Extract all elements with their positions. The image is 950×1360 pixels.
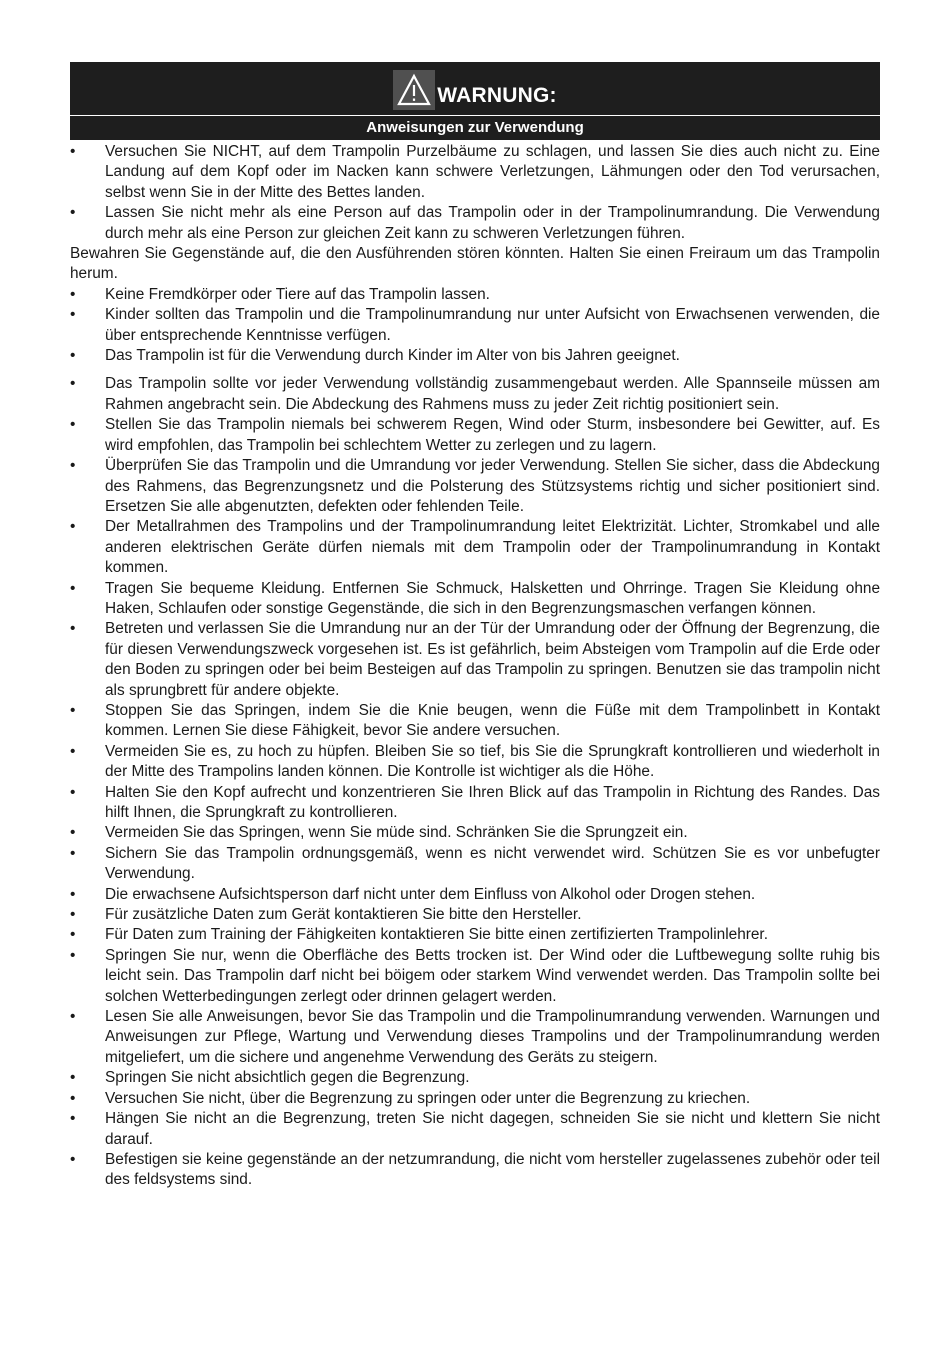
list-item-text: Vermeiden Sie das Springen, wenn Sie müde sind. Schränken Sie die Sprungzeit ein. bbox=[105, 824, 688, 842]
list-item-text: Stoppen Sie das Springen, indem Sie die Knie beugen, wenn die Füße mit dem Trampolinbett in Kontakt kommen. Lernen Sie diese Fähigkeit, bevor Sie andere versuchen. bbox=[105, 701, 880, 740]
section-subtitle: Anweisungen zur Verwendung bbox=[70, 116, 880, 140]
list-item-text: Halten Sie den Kopf aufrecht und konzentrieren Sie Ihren Blick auf das Trampolin in Richtung des Randes. Das hilft Ihnen, die Sprungkraft zu kontrollieren. bbox=[105, 783, 880, 821]
list-item bbox=[70, 203, 880, 244]
list-item-text: Hängen Sie nicht an die Begrenzung, treten Sie nicht dagegen, schneiden Sie sie nicht und klettern Sie nicht darauf. bbox=[105, 1110, 880, 1148]
warning-header bbox=[70, 62, 880, 140]
list-item-text: Das Trampolin ist für die Verwendung durch Kinder im Alter von bis Jahren geeignet. bbox=[105, 347, 680, 365]
bullet-icon: • bbox=[70, 1008, 76, 1026]
list-item bbox=[70, 925, 880, 945]
bullet-icon: • bbox=[70, 143, 76, 160]
list-item-text: Springen Sie nur, wenn die Oberfläche des Betts trocken ist. Der Wind oder die Luftbewegung sollte ruhig bis leicht sein. Das Trampolin darf nicht bei böigem oder starkem Wind verwendet werden. Das Trampolin sollte bei solchen Wetterbedingungen zerlegt oder drinnen gelagert werden. bbox=[105, 946, 880, 1005]
list-item-text: Überprüfen Sie das Trampolin und die Umrandung vor jeder Verwendung. Stellen Sie sicher, dass die Abdeckung des Rahmens, das Begrenzungsnetz und die Polsterung des Stützsystems richtig und sicher positioniert sind. Ersetzen Sie alle abgenutzten, defekten oder fehlenden Teile. bbox=[105, 457, 880, 515]
list-item bbox=[70, 823, 880, 843]
list-item bbox=[70, 1007, 880, 1068]
page-title: WARNUNG: bbox=[437, 83, 557, 107]
bullet-icon: • bbox=[70, 926, 76, 944]
bullet-icon: • bbox=[70, 844, 76, 862]
list-item-text: Keine Fremdkörper oder Tiere auf das Trampolin lassen. bbox=[105, 285, 490, 303]
list-item bbox=[70, 579, 880, 620]
list-item-text: Betreten und verlassen Sie die Umrandung nur an der Tür der Umrandung oder der Öffnung der Begrenzung, die für diesen Verwendungszweck vorgesehen ist. Es ist gefährlich, beim Absteigen vom Trampolin auf die Erde oder den Boden zu springen oder bei beim Besteigen auf das Trampolin zu springen. Benutzen sie das trampolin nicht als sprungbrett für andere objekte. bbox=[105, 620, 880, 699]
bullet-icon: • bbox=[70, 1110, 76, 1128]
list-item bbox=[70, 1089, 880, 1109]
instructions-content bbox=[70, 142, 880, 1191]
list-item bbox=[70, 742, 880, 783]
instruction-paragraph: Bewahren Sie Gegenstände auf, die den Ausführenden stören könnten. Halten Sie einen Freiraum um das Trampolin herum. bbox=[70, 245, 880, 283]
instruction-list-3 bbox=[70, 374, 880, 1190]
bullet-icon: • bbox=[70, 946, 76, 964]
list-item-text: Befestigen sie keine gegenstände an der netzumrandung, die nicht vom hersteller zugelassenes zubehör oder teil des feldsystems sind. bbox=[105, 1150, 880, 1189]
bullet-icon: • bbox=[70, 1069, 76, 1087]
list-item-text: Für Daten zum Training der Fähigkeiten kontaktieren Sie bitte einen zertifizierten Trampolinlehrer. bbox=[105, 926, 768, 944]
bullet-icon: • bbox=[70, 375, 76, 393]
list-item-text: Die erwachsene Aufsichtsperson darf nicht unter dem Einfluss von Alkohol oder Drogen stehen. bbox=[105, 885, 756, 903]
list-item-text: Für zusätzliche Daten zum Gerät kontaktieren Sie bitte den Hersteller. bbox=[105, 906, 582, 924]
list-item-text: Versuchen Sie NICHT, auf dem Trampolin Purzelbäume zu schlagen, und lassen Sie dies auch nicht zu. Eine Landung auf dem Kopf oder im Nacken kann schwere Verletzungen, Lähmungen oder den Tod verursachen, selbst wenn Sie in der Mitte des Bettes landen. bbox=[105, 143, 880, 201]
list-item bbox=[70, 517, 880, 578]
instruction-list-1 bbox=[70, 142, 880, 244]
list-item bbox=[70, 783, 880, 824]
list-item bbox=[70, 374, 880, 415]
bullet-icon: • bbox=[70, 416, 76, 434]
list-item bbox=[70, 346, 880, 366]
list-item bbox=[70, 701, 880, 742]
list-item-text: Vermeiden Sie es, zu hoch zu hüpfen. Bleiben Sie so tief, bis Sie die Sprungkraft kontrollieren und wiederholt in der Mitte des Trampolins landen können. Die Kontrolle ist wichtiger als die Höhe. bbox=[105, 742, 880, 781]
list-item bbox=[70, 844, 880, 885]
list-item bbox=[70, 885, 880, 905]
bullet-icon: • bbox=[70, 1150, 76, 1168]
list-item-text: Das Trampolin sollte vor jeder Verwendung vollständig zusammengebaut werden. Alle Spannseile müssen am Rahmen angebracht sein. Die Abdeckung des Rahmens muss zu jeder Zeit richtig positioniert sein. bbox=[105, 375, 880, 413]
list-item bbox=[70, 946, 880, 1007]
bullet-icon: • bbox=[70, 742, 76, 760]
bullet-icon: • bbox=[70, 824, 76, 842]
list-item bbox=[70, 142, 880, 203]
list-item bbox=[70, 285, 880, 305]
list-item-text: Lassen Sie nicht mehr als eine Person auf das Trampolin oder in der Trampolinumrandung. Die Verwendung durch mehr als eine Person zur gleichen Zeit kann zu schweren Verletzungen führen. bbox=[105, 204, 880, 242]
bullet-icon: • bbox=[70, 306, 76, 324]
bullet-icon: • bbox=[70, 518, 76, 536]
spacer bbox=[70, 366, 880, 374]
list-item-text: Springen Sie nicht absichtlich gegen die Begrenzung. bbox=[105, 1069, 470, 1087]
list-item bbox=[70, 1150, 880, 1191]
list-item-text: Tragen Sie bequeme Kleidung. Entfernen Sie Schmuck, Halsketten und Ohrringe. Tragen Sie Kleidung ohne Haken, Schlaufen oder sonstige Gegenstände, die sich in den Begrenzungsmaschen verfangen können. bbox=[105, 579, 880, 617]
bullet-icon: • bbox=[70, 906, 76, 924]
bullet-icon: • bbox=[70, 620, 76, 638]
list-item bbox=[70, 619, 880, 701]
list-item-text: Lesen Sie alle Anweisungen, bevor Sie das Trampolin und die Trampolinumrandung verwenden. Warnungen und Anweisungen zur Pflege, Wartung und Verwendung dieses Trampolins und der Trampolinumrandung werden mitgeliefert, um die sichere und angenehme Verwendung des Geräts zu steigern. bbox=[105, 1008, 880, 1066]
list-item bbox=[70, 456, 880, 517]
list-item bbox=[70, 415, 880, 456]
bullet-icon: • bbox=[70, 285, 76, 303]
list-item-text: Der Metallrahmen des Trampolins und der Trampolinumrandung leitet Elektrizität. Lichter, Stromkabel und alle anderen elektrischen Geräte dürfen niemals mit dem Trampolin oder der Trampolinumrandung in Kontakt kommen. bbox=[105, 518, 880, 577]
bullet-icon: • bbox=[70, 347, 76, 365]
list-item bbox=[70, 305, 880, 346]
bullet-icon: • bbox=[70, 885, 76, 903]
title-bar bbox=[70, 62, 880, 116]
bullet-icon: • bbox=[70, 457, 76, 475]
bullet-icon: • bbox=[70, 579, 76, 597]
list-item bbox=[70, 905, 880, 925]
bullet-icon: • bbox=[70, 204, 76, 222]
list-item bbox=[70, 1109, 880, 1150]
list-item bbox=[70, 1068, 880, 1088]
list-item-text: Stellen Sie das Trampolin niemals bei schwerem Regen, Wind oder Sturm, insbesondere bei Gewitter, auf. Es wird empfohlen, das Trampolin bei schlechtem Wetter zu zerlegen und zu lagern. bbox=[105, 416, 880, 454]
list-item-text: Sichern Sie das Trampolin ordnungsgemäß, wenn es nicht verwendet wird. Schützen Sie es vor unbefugter Verwendung. bbox=[105, 844, 880, 883]
instruction-list-2 bbox=[70, 285, 880, 367]
bullet-icon: • bbox=[70, 783, 76, 801]
warning-triangle-icon bbox=[393, 70, 435, 110]
list-item-text: Kinder sollten das Trampolin und die Trampolinumrandung nur unter Aufsicht von Erwachsenen verwenden, die über entsprechende Kenntnisse verfügen. bbox=[105, 306, 880, 344]
bullet-icon: • bbox=[70, 1089, 76, 1107]
list-item-text: Versuchen Sie nicht, über die Begrenzung zu springen oder unter die Begrenzung zu kriechen. bbox=[105, 1089, 751, 1107]
bullet-icon: • bbox=[70, 701, 76, 719]
